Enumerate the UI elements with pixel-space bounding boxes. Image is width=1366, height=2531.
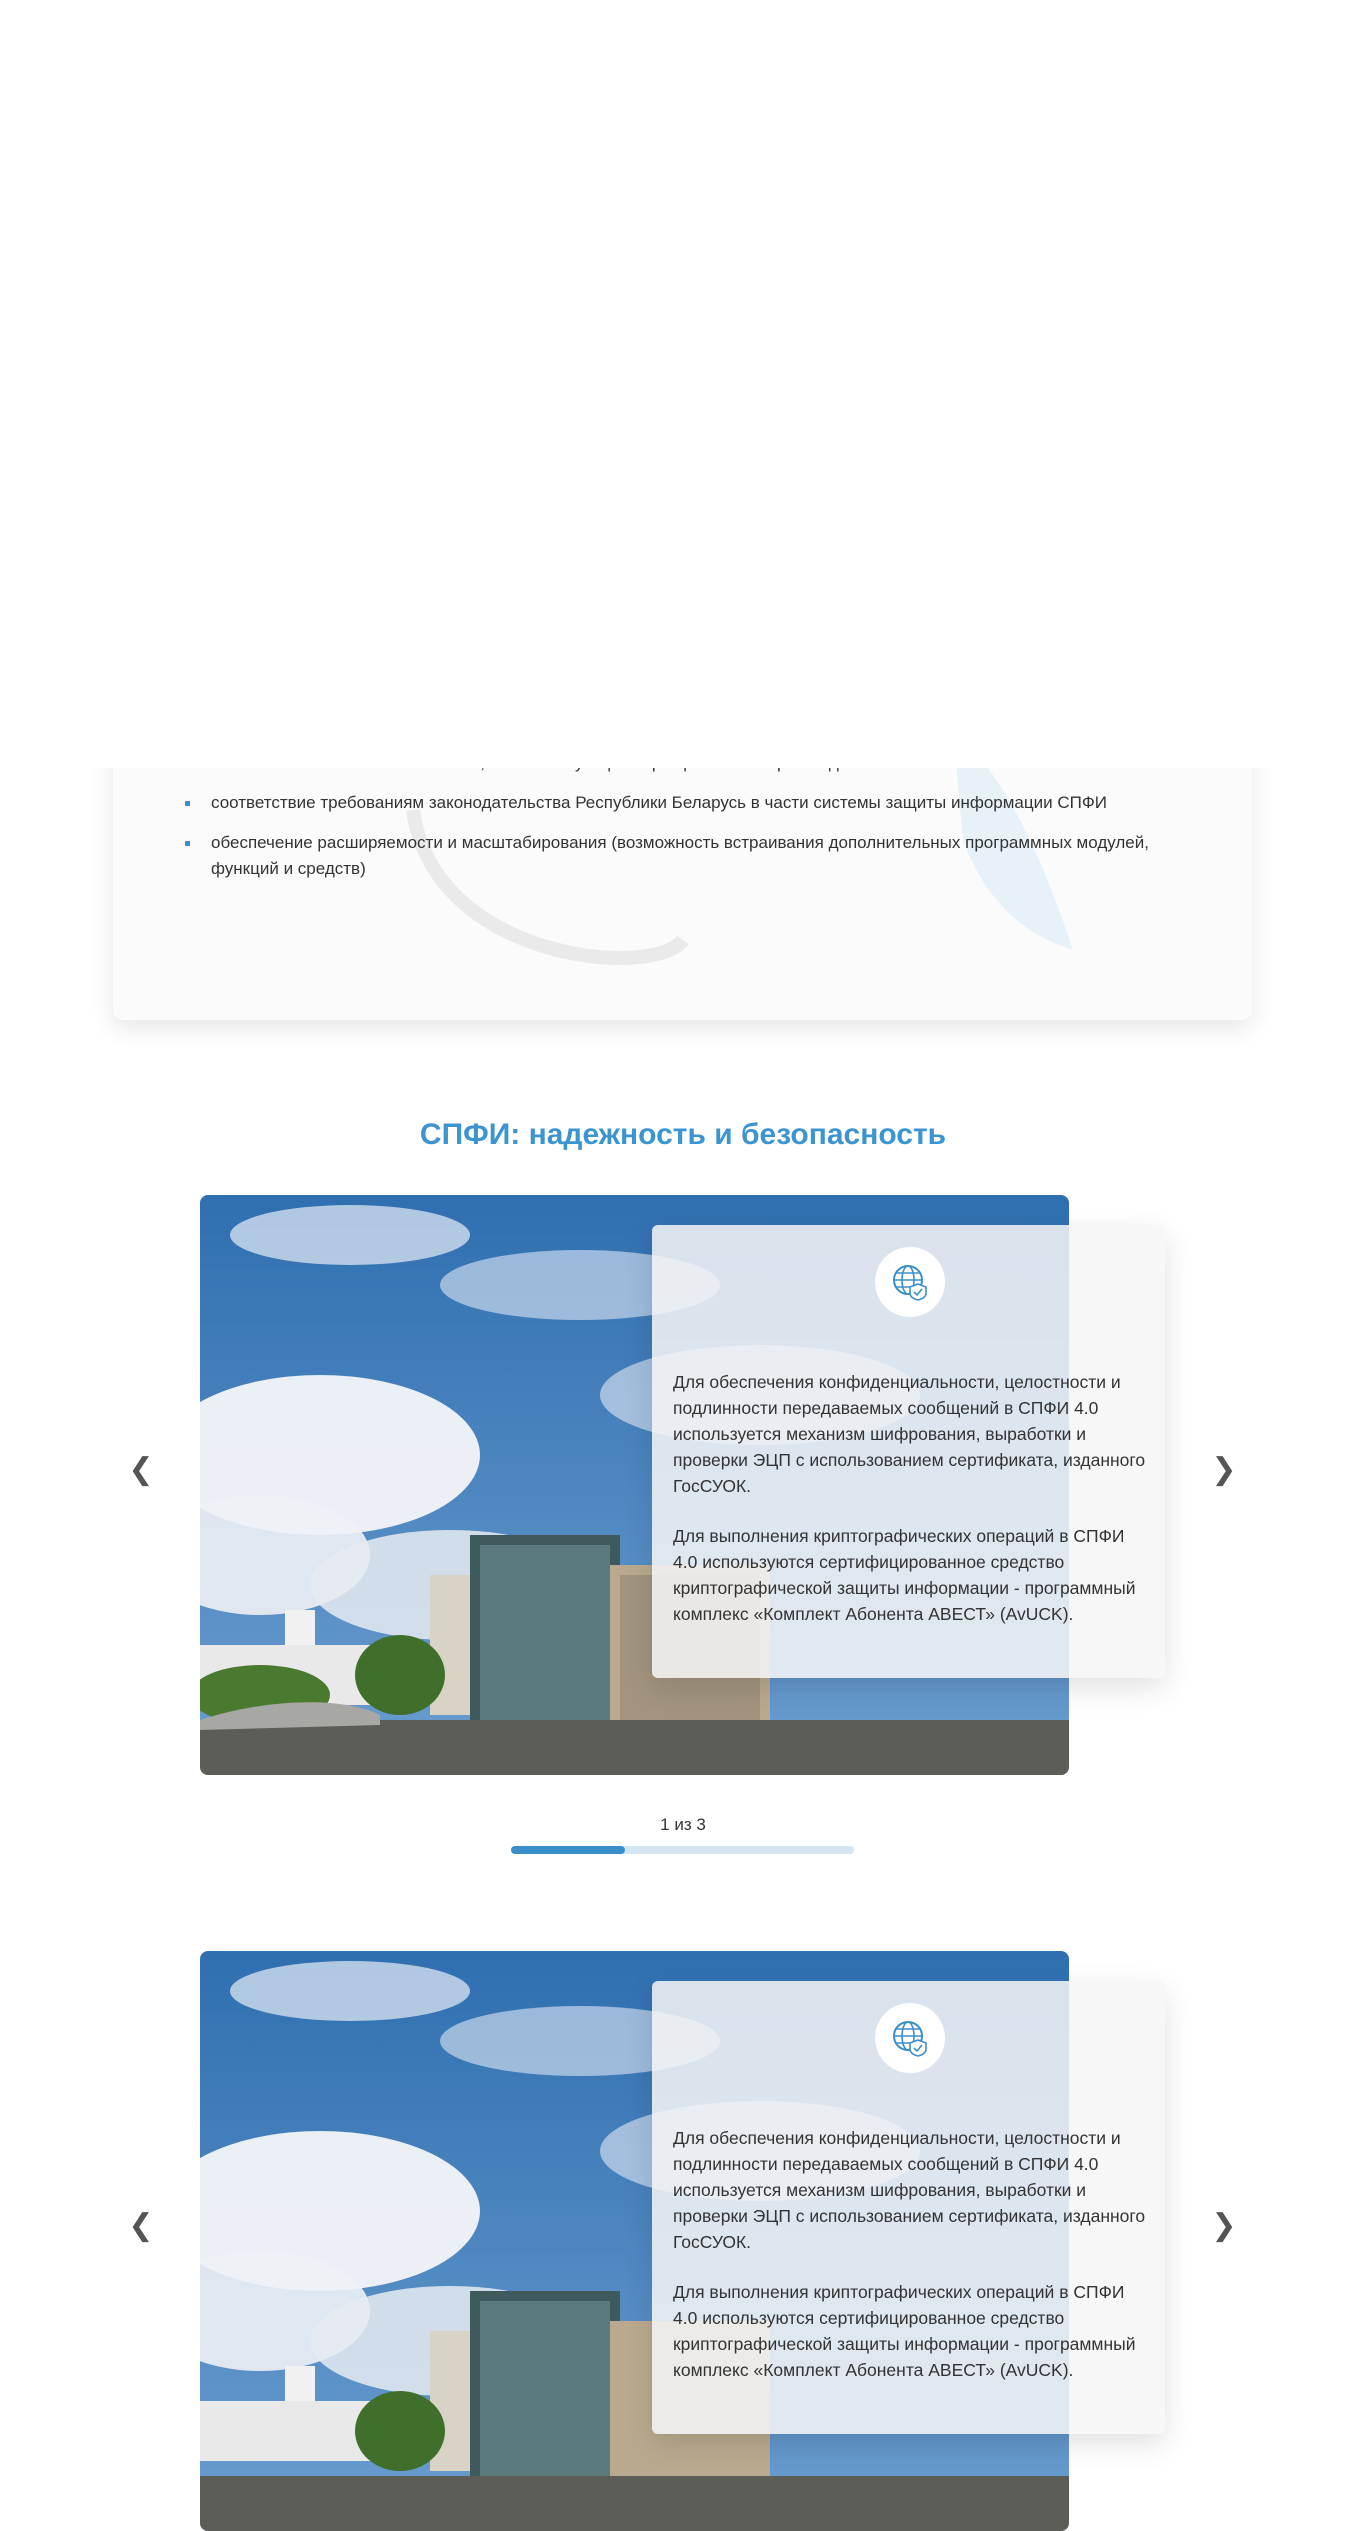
slider-progress-bar [511,1846,854,1854]
slide-paragraph-2: Для выполнения криптографических операций в СПФИ 4.0 используются сертифицированное средство криптографической защиты информации - программный комплекс «Комплект Абонента АВЕСТ» (AvUCK). [673,1526,1136,1624]
slide-paragraph-2: Для выполнения криптографических операций в СПФИ 4.0 используются сертифицированное средство криптографической защиты информации - программный комплекс «Комплект Абонента АВЕСТ» (AvUCK). [673,2282,1136,2380]
feature-slider [0,1195,1366,1775]
slider-next-button[interactable]: ❯ [1211,1452,1237,1486]
slider-prev-button[interactable]: ❮ [128,1452,154,1486]
slide-info-card [652,1225,1165,1678]
globe-shield-icon [875,2003,945,2073]
slide-paragraph-1: Для обеспечения конфиденциальности, целостности и подлинности передаваемых сообщений в СПФИ 4.0 используется механизм шифрования, выработки и проверки ЭЦП с использованием сертификата, изданного ГосСУОК. [673,1372,1146,1496]
slider-prev-button[interactable]: ❮ [128,2208,154,2242]
requirements-list [183,750,1183,896]
list-item [183,790,1183,816]
slide-text [673,1369,1148,1651]
feature-slider [0,1951,1366,2531]
slider-next-button[interactable]: ❯ [1211,2208,1237,2242]
bullet-marker [185,841,190,846]
slide-text [673,2125,1148,2407]
list-item-text: обеспечение расширяемости и масштабирования (возможность встраивания дополнительных программных модулей, функций и средств) [211,833,1149,878]
list-item-text: соответствие требованиям законодательства Республики Беларусь в части системы защиты информации СПФИ [211,793,1107,812]
slide-info-card [652,1981,1165,2434]
bullet-marker [185,801,190,806]
blank-header-area [0,0,1366,768]
list-item [183,830,1183,882]
slider-progress-fill [511,1846,625,1854]
pager-counter: 1 из 3 [660,1815,706,1834]
slide-paragraph-1: Для обеспечения конфиденциальности, целостности и подлинности передаваемых сообщений в СПФИ 4.0 используется механизм шифрования, выработки и проверки ЭЦП с использованием сертификата, изданного ГосСУОК. [673,2128,1146,2252]
globe-shield-icon [875,1247,945,1317]
section-title: СПФИ: надежность и безопасность [419,1118,947,1151]
